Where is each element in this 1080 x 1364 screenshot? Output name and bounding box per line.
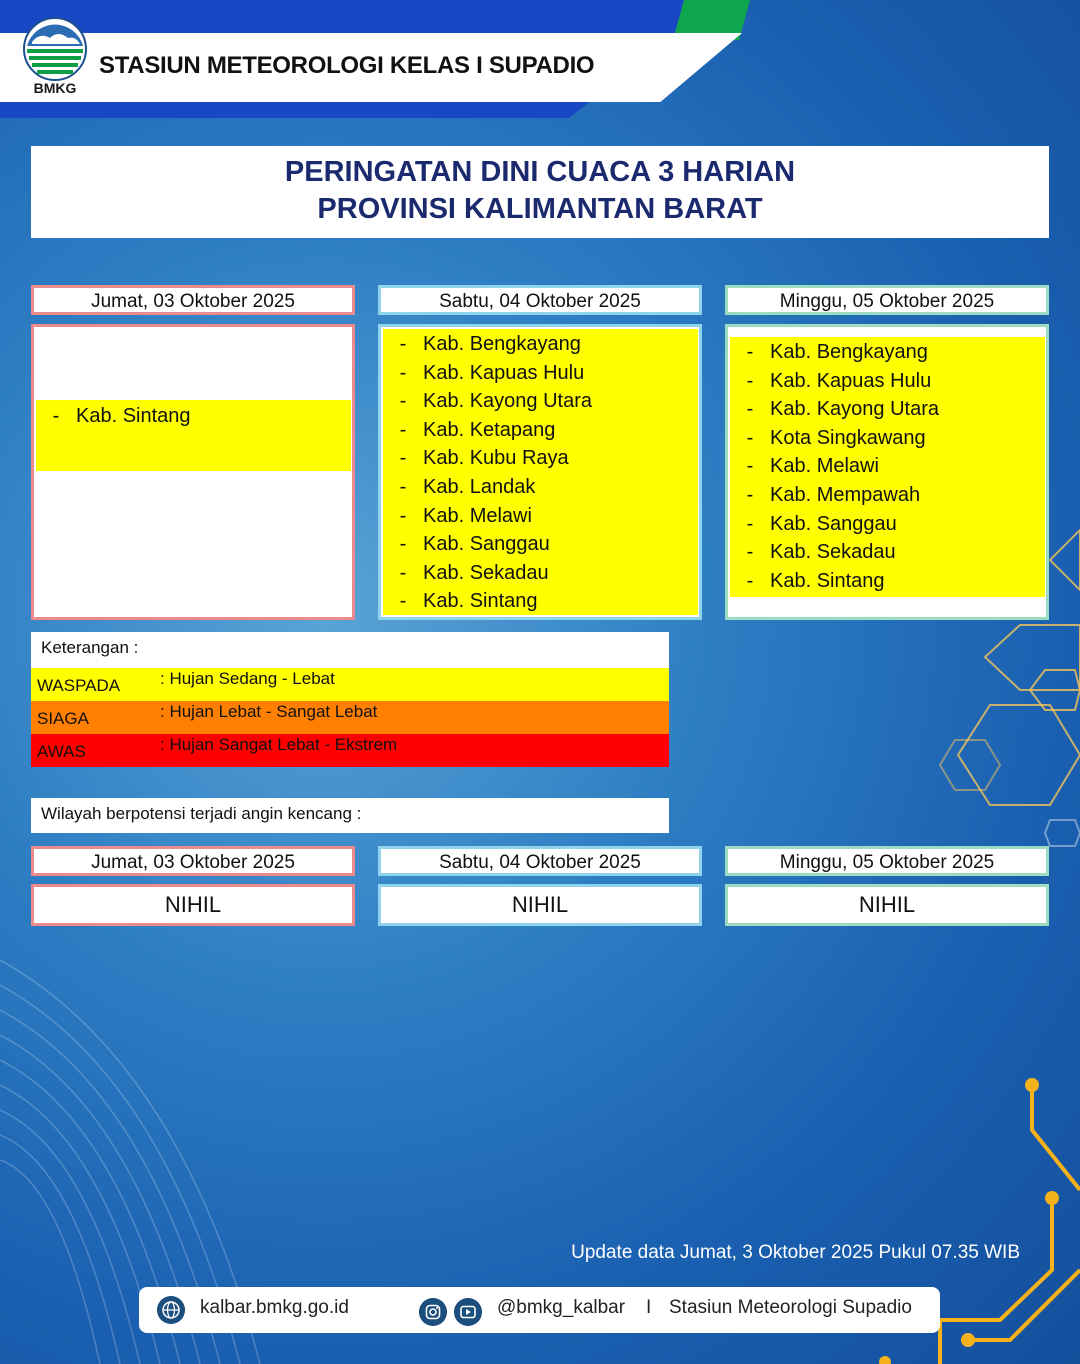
legend-desc: : Hujan Sedang - Lebat bbox=[160, 669, 335, 688]
list-item: - Kab. Kayong Utara bbox=[399, 390, 592, 413]
list-item: - Kab. Melawi bbox=[399, 504, 532, 527]
wind-value-day-2: NIHIL bbox=[378, 884, 702, 926]
list-item: - Kab. Ketapang bbox=[399, 418, 556, 441]
legend-title: Keterangan : bbox=[41, 638, 139, 657]
list-item: - Kab. Sanggau bbox=[746, 512, 897, 535]
list-item: - Kab. Mempawah bbox=[746, 483, 921, 506]
globe-icon[interactable] bbox=[157, 1296, 185, 1324]
wind-title: Wilayah berpotensi terjadi angin kencang : bbox=[31, 798, 669, 833]
legend-row-siaga bbox=[31, 701, 669, 734]
list-item: - Kab. Kayong Utara bbox=[746, 398, 939, 421]
wind-value-day-1: NIHIL bbox=[31, 884, 355, 926]
list-item: - Kab. Melawi bbox=[746, 455, 879, 478]
station-name: STASIUN METEOROLOGI KELAS I SUPADIO bbox=[99, 52, 595, 79]
list-item: - Kota Singkawang bbox=[746, 426, 926, 449]
waspada-area-day-3 bbox=[730, 337, 1045, 597]
title-line-2: PROVINSI KALIMANTAN BARAT bbox=[317, 193, 763, 225]
title-box bbox=[31, 146, 1049, 238]
legend bbox=[31, 632, 669, 767]
wind-value-day-3: NIHIL bbox=[725, 884, 1049, 926]
day-header-2: Sabtu, 04 Oktober 2025 bbox=[378, 285, 702, 315]
update-text: Update data Jumat, 3 Oktober 2025 Pukul 07.35 WIB bbox=[571, 1242, 1020, 1263]
list-item: - Kab. Sintang bbox=[52, 405, 191, 427]
legend-desc: : Hujan Sangat Lebat - Ekstrem bbox=[160, 735, 398, 754]
wind-day-header-1: Jumat, 03 Oktober 2025 bbox=[31, 846, 355, 876]
list-item: - Kab. Sekadau bbox=[399, 561, 549, 584]
warning-list-day-2 bbox=[378, 324, 702, 620]
instagram-icon[interactable] bbox=[419, 1298, 447, 1326]
list-item: - Kab. Sintang bbox=[746, 569, 885, 592]
waspada-area-day-2 bbox=[383, 329, 698, 615]
wind-day-header-3: Minggu, 05 Oktober 2025 bbox=[725, 846, 1049, 876]
title-line-1: PERINGATAN DINI CUACA 3 HARIAN bbox=[284, 156, 796, 188]
list-item: - Kab. Kapuas Hulu bbox=[399, 361, 585, 384]
legend-level: WASPADA bbox=[37, 676, 121, 695]
list-item: - Kab. Sanggau bbox=[399, 533, 550, 556]
youtube-icon[interactable] bbox=[454, 1298, 482, 1326]
social-handle[interactable]: @bmkg_kalbar bbox=[497, 1297, 626, 1318]
footer-separator: I bbox=[646, 1297, 652, 1318]
legend-row-waspada bbox=[31, 668, 669, 701]
list-item: - Kab. Bengkayang bbox=[746, 341, 928, 363]
warning-list-day-1 bbox=[31, 324, 355, 620]
legend-row-awas bbox=[31, 734, 669, 767]
legend-level: AWAS bbox=[37, 742, 86, 761]
list-item: - Kab. Bengkayang bbox=[399, 333, 581, 355]
legend-level: SIAGA bbox=[37, 709, 89, 728]
list-item: - Kab. Sekadau bbox=[746, 541, 896, 564]
list-item: - Kab. Kapuas Hulu bbox=[746, 369, 932, 392]
day-header-3: Minggu, 05 Oktober 2025 bbox=[725, 285, 1049, 315]
list-item: - Kab. Landak bbox=[399, 475, 536, 498]
waspada-area-day-1 bbox=[36, 400, 351, 471]
list-item: - Kab. Kubu Raya bbox=[399, 447, 569, 470]
logo-text: BMKG bbox=[33, 80, 77, 96]
wind-day-header-2: Sabtu, 04 Oktober 2025 bbox=[378, 846, 702, 876]
day-header-1: Jumat, 03 Oktober 2025 bbox=[31, 285, 355, 315]
website-link[interactable]: kalbar.bmkg.go.id bbox=[200, 1297, 349, 1318]
warning-list-day-3 bbox=[725, 324, 1049, 620]
legend-desc: : Hujan Lebat - Sangat Lebat bbox=[160, 702, 378, 721]
footer-station-name: Stasiun Meteorologi Supadio bbox=[669, 1297, 912, 1318]
list-item: - Kab. Sintang bbox=[399, 590, 538, 613]
footer-bar bbox=[139, 1287, 940, 1333]
